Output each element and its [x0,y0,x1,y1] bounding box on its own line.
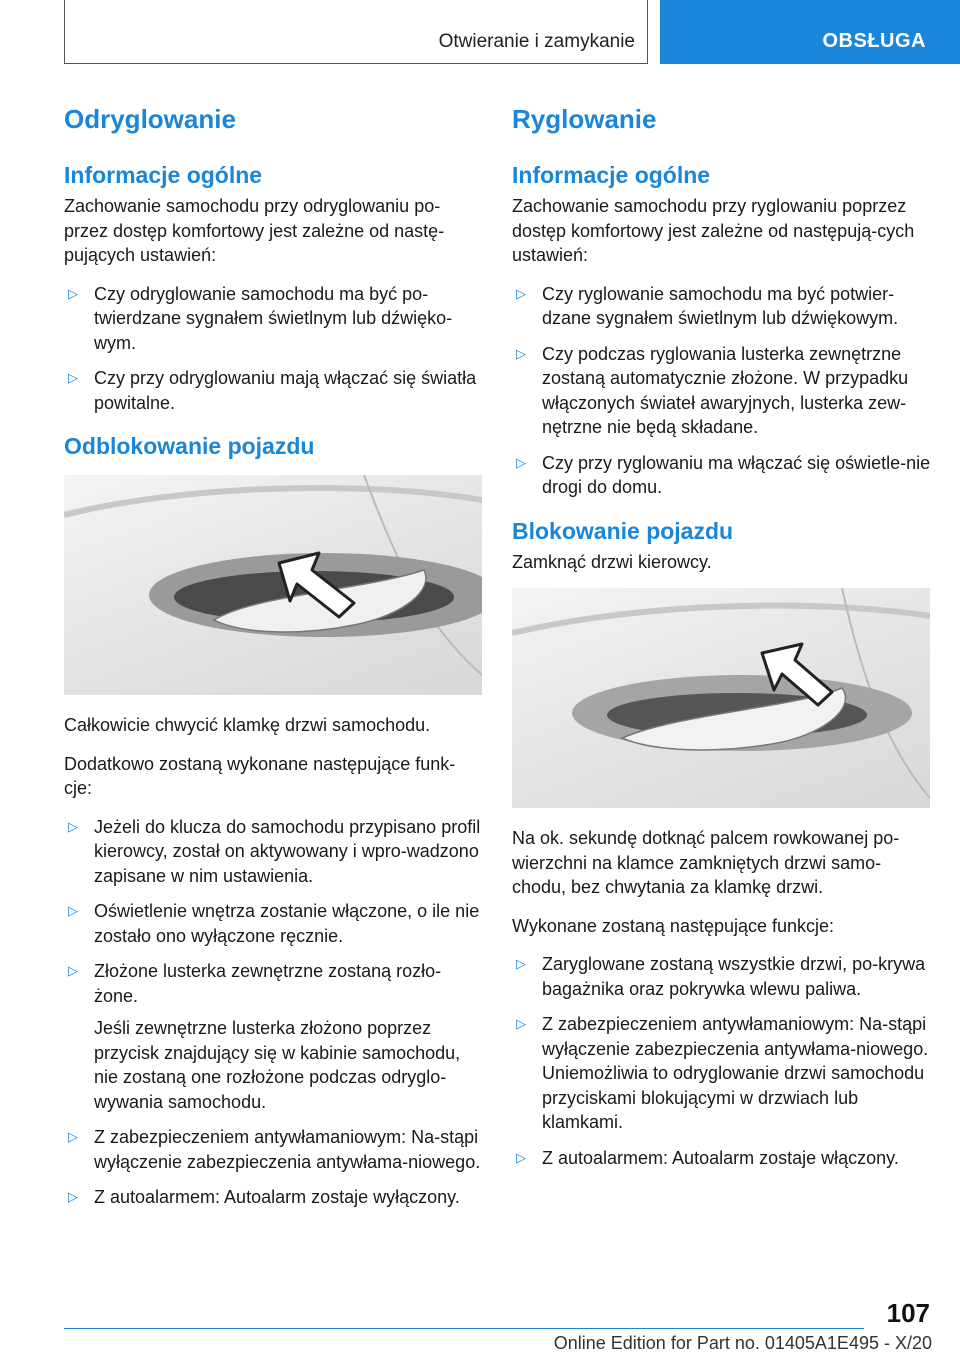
bullet-arrow-icon: ▷ [68,370,78,385]
page-number: 107 [886,1298,930,1328]
list-item: ▷ Z zabezpieczeniem antywłamaniowym: Na-stąpi wyłączenie zabezpieczenia antywłama-niowego. [68,1127,481,1172]
footer-divider [64,1328,864,1329]
bullet-arrow-icon: ▷ [68,903,78,918]
bullet-arrow-icon: ▷ [68,1189,78,1204]
heading-unlock-vehicle: Odblokowanie pojazdu [64,433,315,459]
bullet-arrow-icon: ▷ [516,1016,526,1031]
list-item: ▷ Czy ryglowanie samochodu ma być potwier-dzane sygnałem świetlnym lub dźwiękowym. [516,283,899,328]
list-item: ▷ Złożone lusterka zewnętrzne zostaną rozło-żone. Jeśli zewnętrzne lusterka złożono poprzez przycisk znajdujący się w kabinie samochodu, nie zostaną one rozłożone podczas odryglo-wywania samochodu. [64,959,482,1114]
heading-general-info: Informacje ogólne [512,162,711,188]
bullet-arrow-icon: ▷ [68,963,78,978]
paragraph-touch-handle: Na ok. sekundę dotknąć palcem rowkowanej po-wierzchni na klamce zamkniętych drzwi samo-chodu, bez chwytania za klamkę drzwi. [512,828,900,897]
bullet-arrow-icon: ▷ [68,285,78,301]
heading-unlocking: Odryglowanie [64,104,236,134]
chapter-tab[interactable] [660,0,960,64]
heading-general-info: Informacje ogólne [64,162,263,188]
bullet-arrow-icon: ▷ [516,285,526,301]
mirror-note: Jeśli zewnętrzne lusterka złożono poprzez przycisk znajdujący się w kabinie samochodu, nie zostaną one rozłożone podczas odryglo-wywania samochodu. [94,1018,461,1112]
list-item: ▷ Czy odryglowanie samochodu ma być po-twierdzane sygnałem świetlnym lub dźwięko-wym. [68,283,453,353]
bullet-arrow-icon: ▷ [516,345,526,361]
bullet-arrow-icon: ▷ [516,454,526,470]
left-column [64,100,482,1224]
bullet-arrow-icon: ▷ [516,1149,526,1165]
heading-lock-vehicle: Blokowanie pojazdu [512,517,734,544]
paragraph-general: Zachowanie samochodu przy odryglowaniu po-przez dostęp komfortowy jest zależne od nastę-pujących ustawień: [64,196,445,265]
chapter-tab-label: OBSŁUGA [822,30,926,52]
list-item: ▷ Czy przy odryglowaniu mają włączać się światła powitalne. [68,368,477,413]
header-frame [64,0,648,64]
list-lock-settings [512,282,932,500]
right-column [512,100,932,1184]
list-item: ▷ Z zabezpieczeniem antywłamaniowym: Na-stąpi wyłączenie zabezpieczenia antywłama-niowego. Uniemożliwia to odryglowanie drzwi samochodu przyciskami blokującymi w drzwiach lub klamkami. [516,1014,929,1132]
bullet-arrow-icon: ▷ [516,956,526,971]
heading-locking: Ryglowanie [512,104,657,134]
list-item: ▷ Zaryglowane zostaną wszystkie drzwi, po-krywa bagażnika oraz pokrywka wlewu paliwa. [516,954,926,999]
list-item: ▷ Z autoalarmem: Autoalarm zostaje włączony. [512,1146,932,1171]
list-item: ▷ Czy podczas ryglowania lusterka zewnętrzne zostaną automatycznie złożone. W przypadku włączonych świateł awaryjnych, lusterka zew-nętrzne nie będą składane. [516,343,909,437]
paragraph-general: Zachowanie samochodu przy ryglowaniu poprzez dostęp komfortowy jest zależne od następują-cych ustawień: [512,196,915,265]
list-item: ▷ Oświetlenie wnętrza zostanie włączone, o ile nie zostało ono wyłączone ręcznie. [68,901,480,946]
list-unlock-functions [64,815,482,1210]
paragraph-grip-handle: Całkowicie chwycić klamkę drzwi samochodu. [64,715,431,735]
paragraph-additional-functions: Dodatkowo zostaną wykonane następujące funk-cje: [64,753,456,798]
list-item: ▷ Z autoalarmem: Autoalarm zostaje wyłączony. [64,1185,482,1210]
list-item: ▷ Czy przy ryglowaniu ma włączać się oświetle-nie drogi do domu. [516,452,931,497]
door-handle-grip-illustration [64,475,482,695]
bullet-arrow-icon: ▷ [68,1129,78,1144]
section-title: Otwieranie i zamykanie [438,31,635,52]
bullet-arrow-icon: ▷ [68,818,78,834]
paragraph-functions: Wykonane zostaną następujące funkcje: [512,915,835,936]
paragraph-close-door: Zamknąć drzwi kierowcy. [512,551,712,572]
list-item: ▷ Jeżeli do klucza do samochodu przypisano profil kierowcy, został on aktywowany i wpro-wadzono zapisane w nim ustawienia. [68,816,481,886]
edition-note: Online Edition for Part no. 01405A1E495 - X/20 [553,1333,932,1353]
list-lock-functions [512,952,932,1170]
list-unlock-settings [64,282,482,416]
door-handle-touch-illustration [512,588,930,808]
